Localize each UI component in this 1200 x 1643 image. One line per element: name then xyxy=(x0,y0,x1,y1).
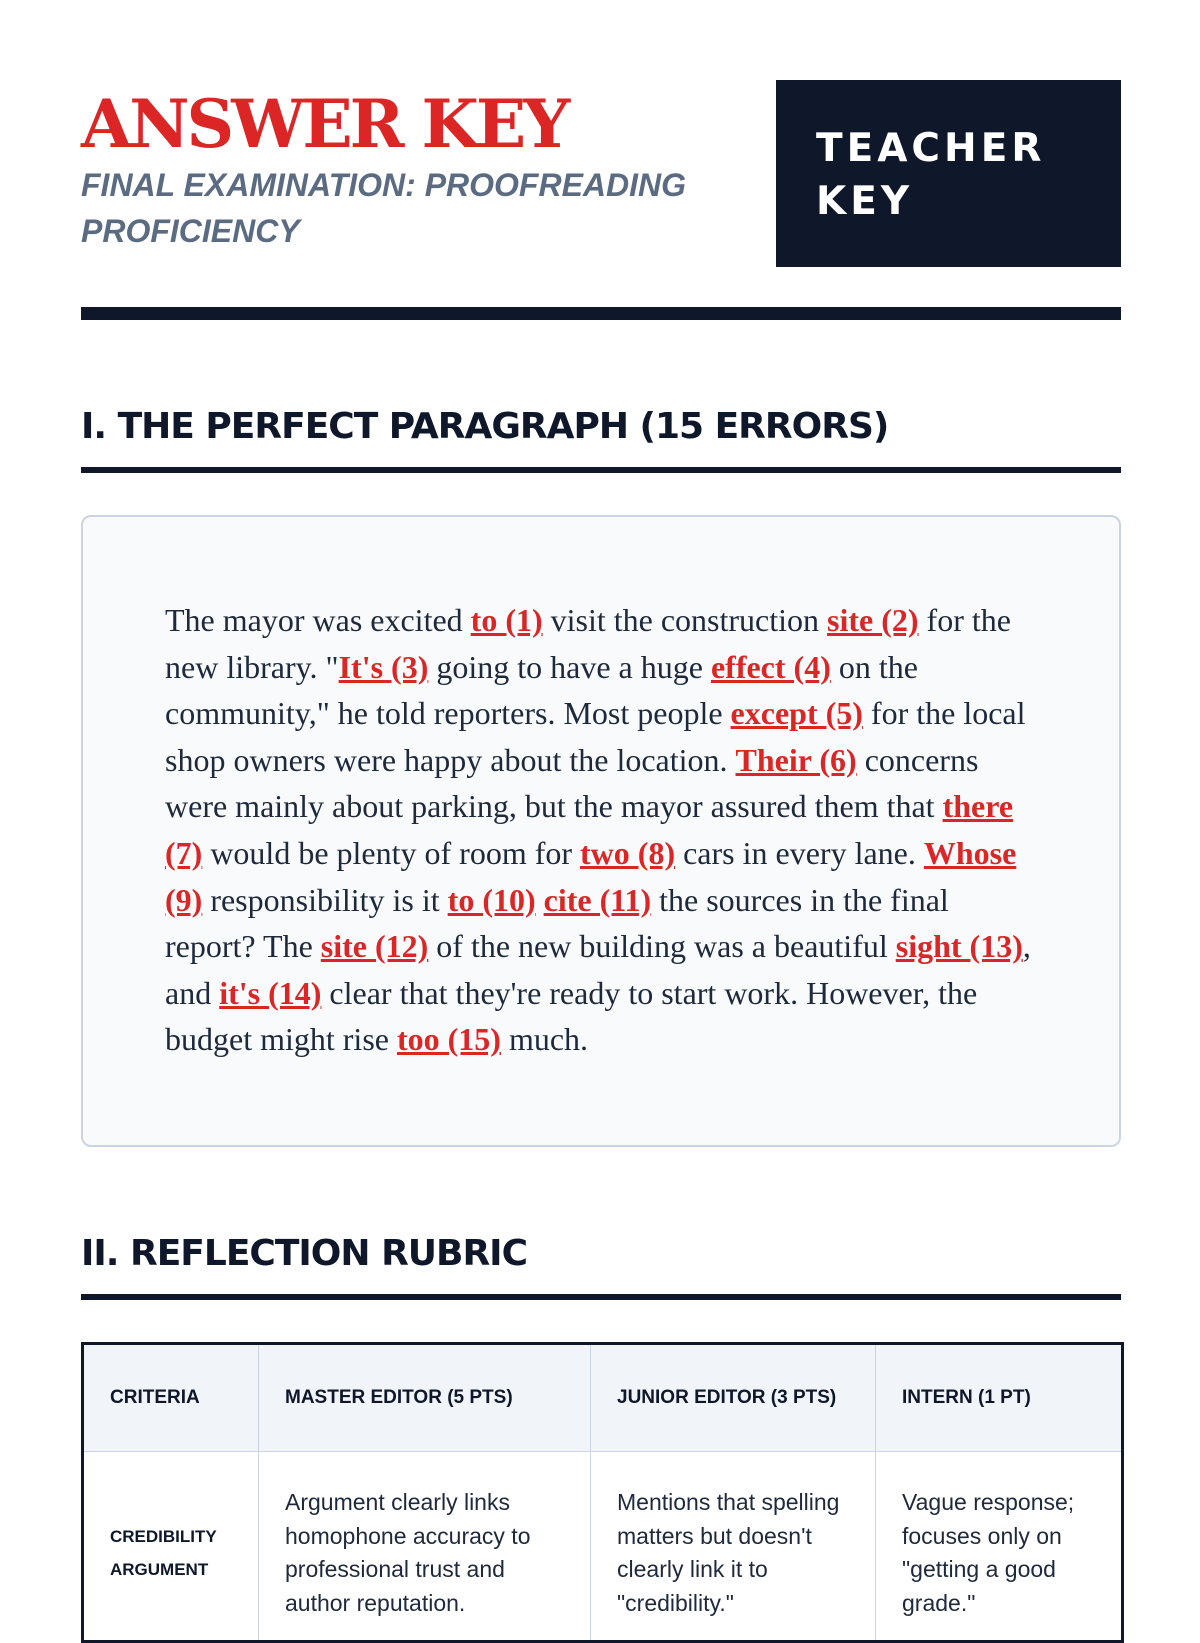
correction-mark: too (15) xyxy=(396,1021,501,1058)
correction-mark: effect (4) xyxy=(710,648,831,685)
paragraph-text: concerns were mainly about parking, but the mayor assured them that xyxy=(165,741,979,825)
correction-mark: it's (14) xyxy=(219,974,322,1011)
section-divider xyxy=(81,467,1121,473)
paragraph-text: The mayor was excited xyxy=(165,602,471,638)
column-header-criteria: CRITERIA xyxy=(83,1344,259,1452)
paragraph-text: on the community," he told reporters. Most people xyxy=(165,648,918,732)
paragraph-text: , and xyxy=(165,928,1031,1011)
correction-mark: there (7) xyxy=(165,788,1014,871)
correction-mark: site (2) xyxy=(827,602,919,638)
paragraph-text: clear that they're ready to start work. However, the budget might rise xyxy=(165,974,978,1058)
section-heading-paragraph: I. THE PERFECT PARAGRAPH (15 ERRORS) xyxy=(81,406,889,447)
header-divider xyxy=(81,307,1121,320)
paragraph-text: the sources in the final report? The xyxy=(165,881,949,965)
correction-mark: cite (11) xyxy=(543,881,652,918)
paragraph-text: of the new building was a beautiful xyxy=(428,928,896,965)
header xyxy=(81,80,1121,270)
correction-mark: except (5) xyxy=(730,695,863,732)
paragraph-text: cars in every lane. xyxy=(675,834,924,871)
correction-mark: Their (6) xyxy=(735,741,857,778)
teacher-key-badge xyxy=(776,80,1121,267)
section-divider xyxy=(81,1294,1121,1300)
column-header-intern: INTERN (1 PT) xyxy=(876,1344,1123,1452)
criteria-cell: CREDIBILITY ARGUMENT xyxy=(83,1452,259,1642)
table-row xyxy=(83,1452,1123,1642)
correction-mark: It's (3) xyxy=(338,648,429,685)
section-heading-rubric: II. REFLECTION RUBRIC xyxy=(81,1233,527,1274)
page-subtitle: FINAL EXAMINATION: PROOFREADING PROFICIENCY xyxy=(81,167,687,249)
correction-mark: to (1) xyxy=(470,602,543,638)
correction-mark: sight (13) xyxy=(895,928,1023,965)
correction-mark: to (10) xyxy=(447,881,536,918)
paragraph-text: visit the construction xyxy=(542,602,828,638)
correction-mark: Whose (9) xyxy=(165,834,1017,918)
rubric-header-row xyxy=(83,1344,1123,1452)
master-editor-cell: Argument clearly links homophone accuracy to professional trust and author reputation. xyxy=(259,1452,591,1642)
page-title: ANSWER KEY xyxy=(81,85,568,163)
teacher-key-label: TEACHER KEY xyxy=(816,126,1046,224)
corrected-paragraph xyxy=(165,597,1039,1063)
rubric-table xyxy=(81,1342,1124,1643)
correction-mark: site (12) xyxy=(320,928,429,965)
paragraph-panel xyxy=(81,515,1121,1147)
paragraph-text: responsibility is it xyxy=(202,881,448,918)
intern-cell: Vague response; focuses only on "getting a good grade." xyxy=(876,1452,1123,1642)
junior-editor-cell: Mentions that spelling matters but doesn't clearly link it to "credibility." xyxy=(591,1452,876,1642)
paragraph-text: for the local shop owners were happy about the location. xyxy=(165,695,1026,778)
paragraph-text xyxy=(536,882,544,918)
paragraph-text: would be plenty of room for xyxy=(202,834,581,871)
correction-mark: two (8) xyxy=(580,834,676,871)
paragraph-text: for the new library. " xyxy=(165,602,1011,685)
column-header-junior-editor: JUNIOR EDITOR (3 PTS) xyxy=(591,1344,876,1452)
column-header-master-editor: MASTER EDITOR (5 PTS) xyxy=(259,1344,591,1452)
paragraph-text: going to have a huge xyxy=(428,648,711,685)
paragraph-text: much. xyxy=(500,1021,589,1058)
